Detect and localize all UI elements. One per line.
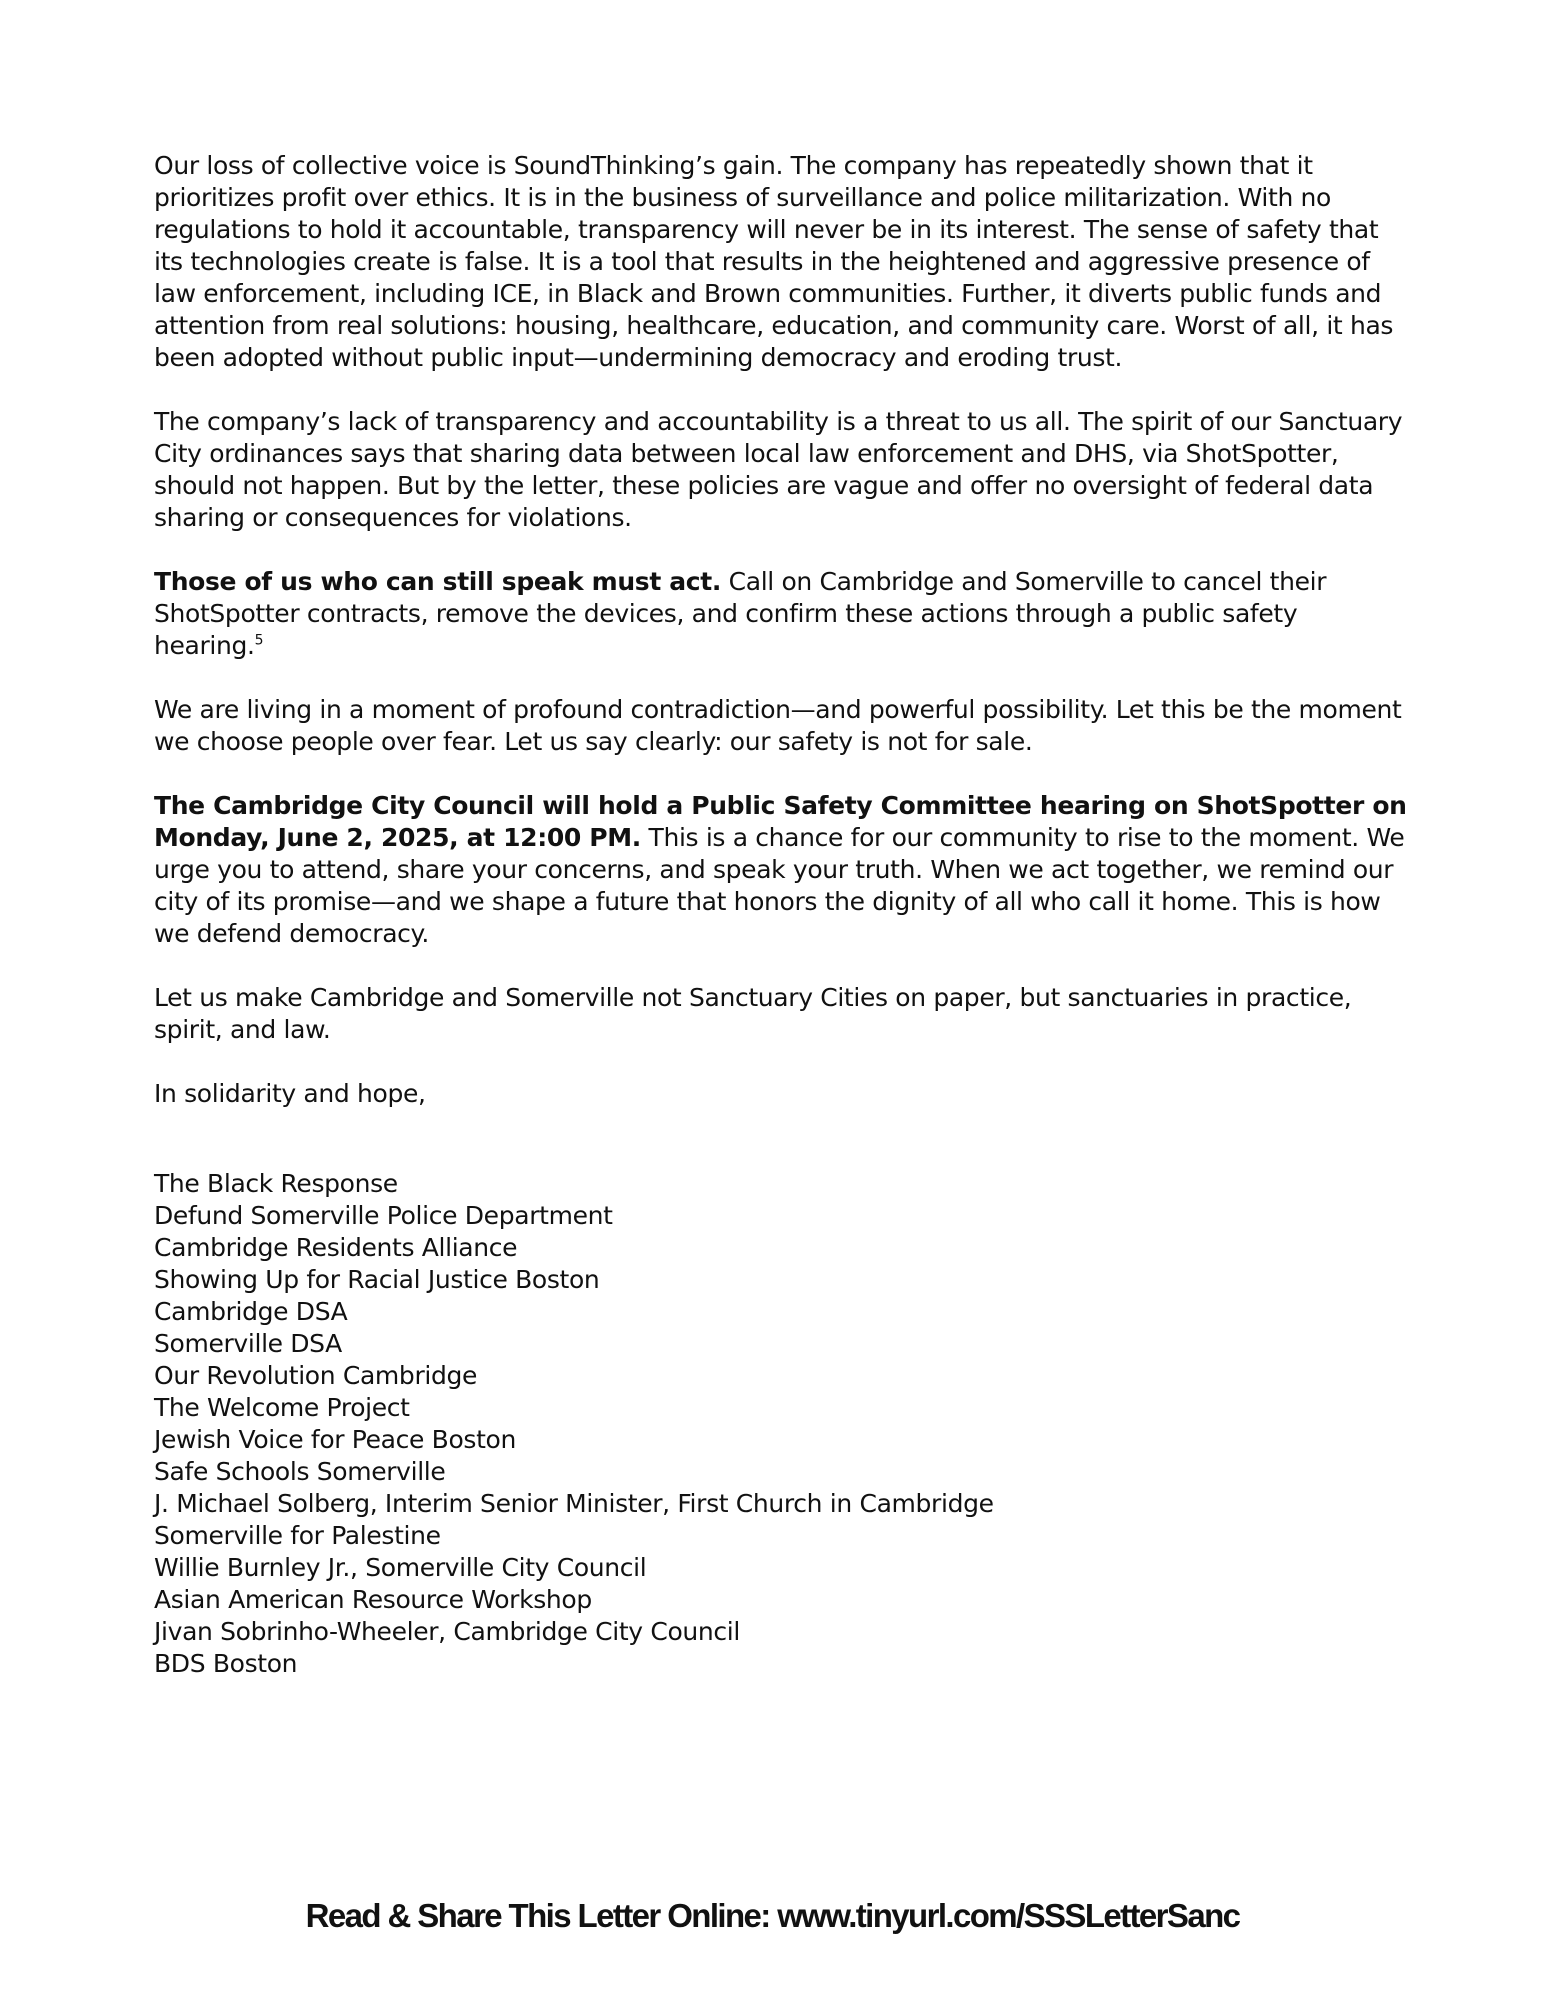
paragraph-surveillance bbox=[154, 150, 1414, 374]
footer-share-link: Read & Share This Letter Online: www.tinyurl.com/SSSLetterSanc bbox=[305, 1897, 1240, 1934]
footnote-marker: 5 bbox=[254, 632, 264, 649]
paragraph-hearing bbox=[154, 790, 1414, 950]
paragraph-text: The company’s lack of transparency and accountability is a threat to us all. The spirit of our Sanctuary City ordinances says that sharing data between local law enforcement and DHS, via ShotSpotter, should not happen. But by the letter, these policies are vague and offer no oversight of federal data sharing or consequences for violations. bbox=[154, 407, 1403, 532]
signatory: Jewish Voice for Peace Boston bbox=[154, 1425, 516, 1454]
signatory: Showing Up for Racial Justice Boston bbox=[154, 1265, 600, 1294]
signatory: Cambridge DSA bbox=[154, 1297, 348, 1326]
paragraph-text: This is a chance for our community to rise to the moment. We urge you to attend, share your concerns, and speak your truth. When we act together, we remind our city of its promise—and we shape a future that honors the dignity of all who call it home. This is how we defend democracy. bbox=[154, 823, 1405, 948]
paragraph-contradiction bbox=[154, 694, 1414, 758]
letter-page bbox=[154, 150, 1414, 1680]
signatory-list bbox=[154, 1168, 1414, 1680]
signatory: Asian American Resource Workshop bbox=[154, 1585, 592, 1614]
signatory: Cambridge Residents Alliance bbox=[154, 1233, 518, 1262]
signatory: Defund Somerville Police Department bbox=[154, 1201, 613, 1230]
paragraph-text: Our loss of collective voice is SoundThinking’s gain. The company has repeatedly shown that it prioritizes profit over ethics. It is in the business of surveillance and police militarization. With no regulations to hold it accountable, transparency will never be in its interest. The sense of safety that its technologies create is false. It is a tool that results in the heightened and aggressive presence of law enforcement, including ICE, in Black and Brown communities. Further, it diverts public funds and attention from real solutions: housing, healthcare, education, and community care. Worst of all, it has been adopted without public input—undermining democracy and eroding trust. bbox=[154, 151, 1394, 372]
signatory: J. Michael Solberg, Interim Senior Minister, First Church in Cambridge bbox=[154, 1489, 994, 1518]
paragraph-text: Call on Cambridge and Somerville to cancel their ShotSpotter contracts, remove the devices, and confirm these actions through a public safety hearing. bbox=[154, 567, 1327, 660]
closing-line: In solidarity and hope, bbox=[154, 1079, 426, 1108]
signatory: The Black Response bbox=[154, 1169, 398, 1198]
paragraph-transparency bbox=[154, 406, 1414, 534]
paragraph-text: Let us make Cambridge and Somerville not Sanctuary Cities on paper, but sanctuaries in practice, spirit, and law. bbox=[154, 983, 1352, 1044]
signatory: Willie Burnley Jr., Somerville City Council bbox=[154, 1553, 647, 1582]
signatory: The Welcome Project bbox=[154, 1393, 410, 1422]
paragraph-bold-lead: The Cambridge City Council will hold a Public Safety Committee hearing on ShotSpotter on Monday, June 2, 2025, at 12:00 PM. bbox=[154, 791, 1407, 852]
signatory: Jivan Sobrinho-Wheeler, Cambridge City Council bbox=[154, 1617, 740, 1646]
paragraph-call-to-action bbox=[154, 566, 1414, 662]
signatory: Somerville DSA bbox=[154, 1329, 342, 1358]
paragraph-bold-lead: Those of us who can still speak must act. bbox=[154, 567, 722, 596]
signatory: Somerville for Palestine bbox=[154, 1521, 441, 1550]
signatory: BDS Boston bbox=[154, 1649, 298, 1678]
signatory: Our Revolution Cambridge bbox=[154, 1361, 478, 1390]
paragraph-text: We are living in a moment of profound contradiction—and powerful possibility. Let this be the moment we choose people over fear. Let us say clearly: our safety is not for sale. bbox=[154, 695, 1402, 756]
paragraph-sanctuary bbox=[154, 982, 1414, 1046]
signatory: Safe Schools Somerville bbox=[154, 1457, 446, 1486]
